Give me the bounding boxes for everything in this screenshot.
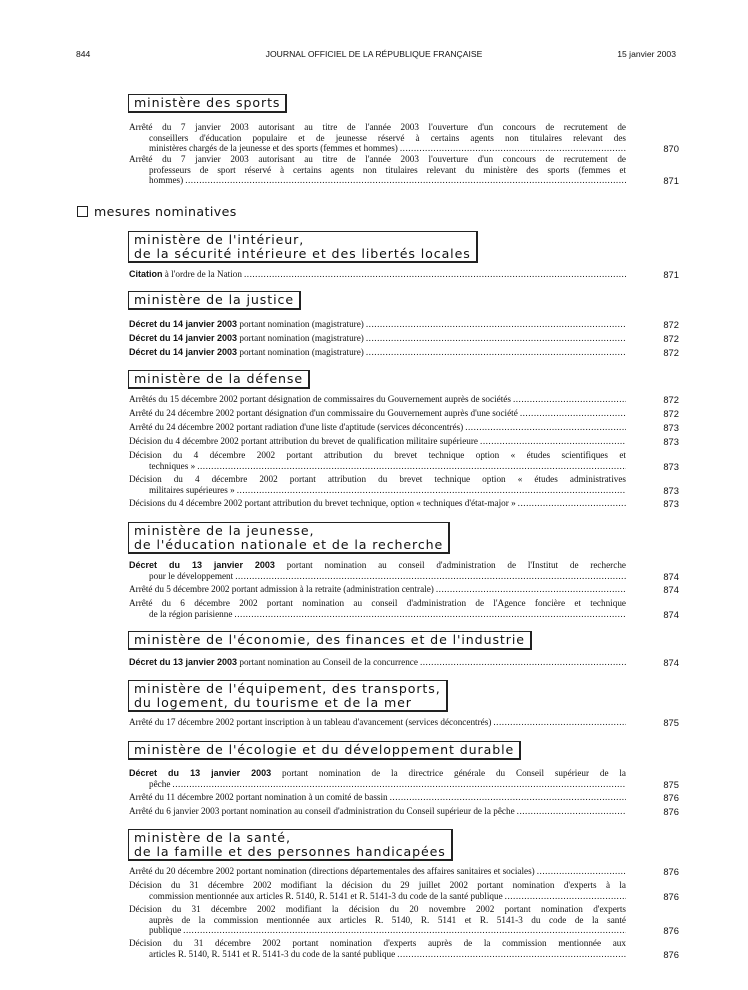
summary-entry[interactable] bbox=[129, 792, 626, 803]
entry-text-wrap bbox=[149, 571, 233, 582]
entry-page-number: 873 bbox=[663, 498, 679, 509]
entry-text-wrap bbox=[129, 584, 434, 595]
entry-line bbox=[129, 768, 626, 779]
ministry-heading-sante bbox=[128, 829, 453, 861]
entry-line bbox=[129, 122, 626, 133]
entry-page-number: 873 bbox=[663, 484, 679, 496]
entry-line bbox=[129, 394, 626, 405]
entry-line bbox=[129, 154, 626, 165]
entry-page-number: 874 bbox=[663, 657, 679, 668]
summary-entry[interactable] bbox=[129, 584, 626, 595]
dot-leader bbox=[366, 333, 626, 344]
ministry-heading-line: ministère de l'écologie et du développement durable bbox=[134, 742, 515, 757]
summary-entry[interactable] bbox=[129, 436, 626, 447]
entry-line bbox=[129, 165, 626, 176]
entry-text: Décision du 4 décembre 2002 portant attribution du brevet de qualification militaire supérieure bbox=[129, 436, 479, 446]
entry-page-number: 873 bbox=[663, 436, 679, 447]
dot-leader bbox=[183, 925, 626, 936]
entry-line bbox=[129, 806, 626, 817]
entry-page-number: 871 bbox=[663, 175, 679, 187]
summary-entry[interactable] bbox=[129, 560, 626, 581]
entry-line bbox=[129, 584, 626, 595]
entry-text-wrap bbox=[149, 949, 395, 960]
dot-leader bbox=[237, 485, 626, 496]
dot-leader bbox=[493, 717, 626, 728]
dot-leader bbox=[234, 609, 626, 620]
entry-line bbox=[129, 949, 626, 960]
entry-line bbox=[129, 461, 626, 472]
entry-text: Décision du 31 décembre 2002 modifiant la décision du 29 juillet 2002 portant nomination d'experts à la bbox=[129, 880, 626, 890]
entry-line bbox=[129, 269, 626, 280]
entry-bold-lead: Décret du 13 janvier 2003 bbox=[129, 657, 238, 667]
ministry-heading-line: ministère de l'équipement, des transports, bbox=[134, 681, 441, 696]
ministry-heading-ecologie bbox=[128, 741, 521, 760]
entry-line bbox=[129, 571, 626, 582]
entry-line bbox=[129, 143, 626, 154]
summary-entry[interactable] bbox=[129, 394, 626, 405]
summary-entry[interactable] bbox=[129, 408, 626, 419]
entry-text: Arrêté du 17 décembre 2002 portant inscription à un tableau d'avancement (services déconcentrés) bbox=[129, 717, 492, 727]
entry-page-number: 872 bbox=[663, 347, 679, 358]
entry-text: Arrêté du 7 janvier 2003 autorisant au titre de l'année 2003 l'ouverture d'un concours de recrutement de bbox=[129, 122, 626, 132]
entry-text-wrap bbox=[129, 408, 518, 419]
entry-page-number: 873 bbox=[663, 460, 679, 472]
ministry-heading-line: ministère de la défense bbox=[134, 371, 304, 386]
entry-text-wrap bbox=[129, 717, 491, 728]
dot-leader bbox=[397, 949, 626, 960]
entry-text: portant nomination (magistrature) bbox=[237, 319, 364, 329]
entry-line bbox=[129, 133, 626, 144]
entry-text: techniques » bbox=[149, 460, 196, 471]
checkbox-square-icon bbox=[77, 206, 88, 217]
dot-leader bbox=[505, 891, 626, 902]
entry-bold-lead: Décret du 14 janvier 2003 bbox=[129, 333, 238, 343]
entry-page-number: 874 bbox=[663, 584, 679, 595]
entry-text-wrap bbox=[129, 422, 463, 433]
dot-leader bbox=[172, 779, 626, 790]
entry-text: Arrêté du 6 décembre 2002 portant nomination au conseil d'administration de l'Agence foncière et technique bbox=[129, 598, 626, 608]
entry-text: portant nomination (magistrature) bbox=[237, 347, 364, 357]
entry-line bbox=[129, 422, 626, 433]
summary-entry[interactable] bbox=[129, 768, 626, 789]
entry-text-wrap bbox=[129, 436, 478, 447]
summary-entry[interactable] bbox=[129, 938, 626, 959]
entry-text: professeurs de sport réservé à certains agents non titulaires relevant du ministère des sports (femmes et bbox=[149, 164, 626, 175]
dot-leader bbox=[513, 394, 626, 405]
entry-bold-lead: Citation bbox=[129, 269, 163, 279]
entry-line bbox=[129, 779, 626, 790]
entry-text: articles R. 5140, R. 5141 et R. 5141-3 du code de la santé publique bbox=[149, 948, 396, 959]
entry-text-wrap bbox=[129, 806, 515, 817]
summary-entry[interactable] bbox=[129, 880, 626, 901]
entry-line bbox=[129, 333, 626, 344]
dot-leader bbox=[197, 461, 626, 472]
dot-leader bbox=[517, 806, 626, 817]
issue-date: 15 janvier 2003 bbox=[617, 49, 676, 59]
entry-text: Arrêtés du 15 décembre 2002 portant désignation de commissaires du Gouvernement auprès de sociétés bbox=[129, 394, 511, 404]
summary-entry[interactable] bbox=[129, 269, 626, 280]
entry-line bbox=[129, 436, 626, 447]
ministry-heading-line: ministère de la santé, bbox=[134, 830, 291, 845]
entry-line bbox=[129, 891, 626, 902]
ministry-heading-economie bbox=[128, 631, 532, 650]
dot-leader bbox=[436, 584, 626, 595]
entry-line bbox=[129, 925, 626, 936]
entry-line bbox=[129, 866, 626, 877]
ministry-heading-interieur bbox=[128, 231, 478, 263]
summary-entry[interactable] bbox=[129, 498, 626, 509]
entry-text: portant nomination au conseil d'administration de l'Institut de recherche bbox=[274, 560, 626, 570]
summary-entry[interactable] bbox=[129, 657, 626, 668]
entry-text-wrap bbox=[149, 891, 503, 902]
entry-page-number: 876 bbox=[663, 948, 679, 960]
summary-entry[interactable] bbox=[129, 717, 626, 728]
entry-line bbox=[129, 938, 626, 949]
entry-page-number: 876 bbox=[663, 806, 679, 817]
dot-leader bbox=[390, 792, 626, 803]
entry-text-wrap bbox=[129, 269, 242, 280]
entry-line bbox=[129, 915, 626, 926]
summary-entry[interactable] bbox=[129, 333, 626, 344]
entry-text: Arrêté du 7 janvier 2003 autorisant au titre de l'année 2003 l'ouverture d'un concours de recrutement de bbox=[129, 154, 626, 164]
summary-entry[interactable] bbox=[129, 347, 626, 358]
entry-text: Arrêté du 20 décembre 2002 portant nomination (directions départementales des affaires sanitaires et sociales) bbox=[129, 866, 535, 876]
ministry-heading-line: de l'éducation nationale et de la recherche bbox=[134, 536, 444, 552]
ministry-heading-jeunesse bbox=[128, 522, 450, 554]
entry-line bbox=[129, 657, 626, 668]
entry-text: portant nomination au Conseil de la concurrence bbox=[237, 657, 418, 667]
summary-entry[interactable] bbox=[129, 598, 626, 619]
summary-entry[interactable] bbox=[129, 154, 626, 186]
journal-title: JOURNAL OFFICIEL DE LA RÉPUBLIQUE FRANÇAISE bbox=[265, 49, 483, 59]
entry-text: de la région parisienne bbox=[149, 608, 233, 619]
entry-line bbox=[129, 485, 626, 496]
entry-page-number: 876 bbox=[663, 792, 679, 803]
summary-entry[interactable] bbox=[129, 904, 626, 936]
ministry-heading-equipement bbox=[128, 680, 448, 712]
subheading-text: mesures nominatives bbox=[94, 204, 237, 219]
entry-text: ministères chargés de la jeunesse et des sports (femmes et hommes) bbox=[149, 143, 398, 154]
entry-text: Arrêté du 24 décembre 2002 portant radiation d'une liste d'aptitude (services déconcentrés) bbox=[129, 422, 464, 432]
summary-entry[interactable] bbox=[129, 866, 626, 877]
entry-text-wrap bbox=[129, 792, 388, 803]
entry-text: Arrêté du 11 décembre 2002 portant nomination à un comité de bassin bbox=[129, 792, 388, 802]
entry-bold-lead: Décret du 13 janvier 2003 bbox=[129, 560, 275, 570]
entry-page-number: 872 bbox=[663, 408, 679, 419]
entry-text: Arrêté du 24 décembre 2002 portant désignation d'un commissaire du Gouvernement auprès d'une société bbox=[129, 408, 518, 418]
ministry-heading-line: ministère de l'économie, des finances et de l'industrie bbox=[134, 632, 525, 647]
entry-line bbox=[129, 904, 626, 915]
entry-line bbox=[129, 717, 626, 728]
dot-leader bbox=[465, 422, 626, 433]
entry-text: portant nomination de la directrice générale du Conseil supérieur de la bbox=[271, 768, 627, 778]
ministry-heading-defense bbox=[128, 370, 310, 389]
entry-text-wrap bbox=[149, 925, 181, 936]
entry-text: Arrêté du 5 décembre 2002 portant admission à la retraite (administration centrale) bbox=[129, 584, 434, 594]
entry-text: hommes) bbox=[149, 175, 184, 186]
entry-text-wrap bbox=[129, 498, 516, 509]
dot-leader bbox=[420, 657, 626, 668]
summary-entry[interactable] bbox=[129, 450, 626, 471]
entry-bold-lead: Décret du 13 janvier 2003 bbox=[129, 768, 272, 778]
entry-text: portant nomination (magistrature) bbox=[237, 333, 364, 343]
dot-leader bbox=[520, 408, 626, 419]
entry-text: Décision du 31 décembre 2002 portant nomination d'experts auprès de la commission mentionnée aux bbox=[129, 938, 626, 948]
entry-text-wrap bbox=[129, 866, 535, 877]
entry-page-number: 876 bbox=[663, 890, 679, 902]
dot-leader bbox=[366, 319, 626, 330]
entry-page-number: 873 bbox=[663, 422, 679, 433]
entry-page-number: 874 bbox=[663, 608, 679, 620]
summary-entry[interactable] bbox=[129, 319, 626, 330]
entry-text: Décision du 4 décembre 2002 portant attribution du brevet technique option « études scientifiques et bbox=[129, 450, 626, 460]
entry-text: pêche bbox=[149, 778, 171, 789]
entry-text: commission mentionnée aux articles R. 5140, R. 5141 et R. 5141-3 du code de la santé publique bbox=[149, 890, 503, 901]
entry-line bbox=[129, 408, 626, 419]
summary-entry[interactable] bbox=[129, 474, 626, 495]
dot-leader bbox=[537, 866, 626, 877]
entry-text: Arrêté du 6 janvier 2003 portant nomination au conseil d'administration du Conseil supérieur de la pêche bbox=[129, 806, 515, 816]
entry-bold-lead: Décret du 14 janvier 2003 bbox=[129, 347, 238, 357]
entry-text-wrap bbox=[149, 175, 183, 186]
entry-text-wrap bbox=[129, 657, 418, 668]
ministry-heading-line: ministère de la justice bbox=[134, 292, 294, 307]
entry-text-wrap bbox=[129, 394, 511, 405]
entry-text: Décision du 4 décembre 2002 portant attribution du brevet technique option « études administratives bbox=[129, 474, 626, 484]
ministry-heading-line: de la sécurité intérieure et des libertés locales bbox=[134, 245, 471, 261]
entry-text: Décision du 31 décembre 2002 modifiant la décision du 20 novembre 2002 portant nomination d'experts bbox=[129, 904, 626, 914]
entry-page-number: 876 bbox=[663, 925, 679, 937]
page-number: 844 bbox=[76, 49, 91, 59]
entry-line bbox=[129, 319, 626, 330]
ministry-heading-line: du logement, du tourisme et de la mer bbox=[134, 694, 412, 710]
ministry-heading-line: de la famille et des personnes handicapées bbox=[134, 843, 446, 859]
entry-text: militaires supérieures » bbox=[149, 484, 235, 495]
entry-text-wrap bbox=[129, 319, 364, 330]
dot-leader bbox=[244, 269, 626, 280]
entry-page-number: 875 bbox=[663, 717, 679, 728]
section-subheading bbox=[77, 204, 237, 219]
entry-text: pour le développement bbox=[149, 570, 234, 581]
entry-line bbox=[129, 474, 626, 485]
dot-leader bbox=[366, 347, 626, 358]
entry-page-number: 870 bbox=[663, 143, 679, 155]
ministry-heading-line: ministère de la jeunesse, bbox=[134, 523, 315, 538]
entry-text-wrap bbox=[129, 333, 364, 344]
dot-leader bbox=[480, 436, 626, 447]
entry-text: publique bbox=[149, 925, 182, 936]
entry-line bbox=[129, 609, 626, 620]
ministry-heading-line: ministère des sports bbox=[134, 95, 281, 110]
entry-text-wrap bbox=[129, 347, 364, 358]
entry-page-number: 872 bbox=[663, 319, 679, 330]
entry-text-wrap bbox=[149, 143, 398, 154]
entry-page-number: 872 bbox=[663, 333, 679, 344]
entry-text: auprès de la commission mentionnée aux articles R. 5140, R. 5141 et R. 5141-3 du code de la santé bbox=[149, 914, 626, 925]
entry-text-wrap bbox=[149, 461, 195, 472]
entry-text-wrap bbox=[149, 779, 170, 790]
summary-entry[interactable] bbox=[129, 422, 626, 433]
entry-text: à l'ordre de la Nation bbox=[162, 269, 242, 279]
dot-leader bbox=[400, 143, 626, 154]
entry-page-number: 871 bbox=[663, 269, 679, 280]
dot-leader bbox=[518, 498, 626, 509]
entry-page-number: 876 bbox=[663, 866, 679, 877]
summary-entry[interactable] bbox=[129, 806, 626, 817]
entry-line bbox=[129, 450, 626, 461]
entry-line bbox=[129, 792, 626, 803]
ministry-heading-line: ministère de l'intérieur, bbox=[134, 232, 305, 247]
entry-page-number: 875 bbox=[663, 778, 679, 790]
entry-line bbox=[129, 560, 626, 571]
entry-line bbox=[129, 347, 626, 358]
summary-entry[interactable] bbox=[129, 122, 626, 154]
dot-leader bbox=[235, 571, 626, 582]
entry-text: conseillers d'éducation populaire et de jeunesse réservé à certains agents non titulaires relevant des bbox=[149, 132, 626, 143]
dot-leader bbox=[185, 175, 626, 186]
entry-text: Décisions du 4 décembre 2002 portant attribution du brevet technique, option « techniques d'état-major » bbox=[129, 498, 516, 508]
entry-line bbox=[129, 598, 626, 609]
ministry-heading-justice bbox=[128, 291, 301, 310]
entry-text-wrap bbox=[149, 485, 235, 496]
entry-text-wrap bbox=[149, 609, 232, 620]
entry-line bbox=[129, 498, 626, 509]
entry-bold-lead: Décret du 14 janvier 2003 bbox=[129, 319, 238, 329]
entry-page-number: 874 bbox=[663, 570, 679, 582]
entry-line bbox=[129, 880, 626, 891]
ministry-heading-sports bbox=[128, 94, 287, 113]
entry-line bbox=[129, 175, 626, 186]
entry-page-number: 872 bbox=[663, 394, 679, 405]
